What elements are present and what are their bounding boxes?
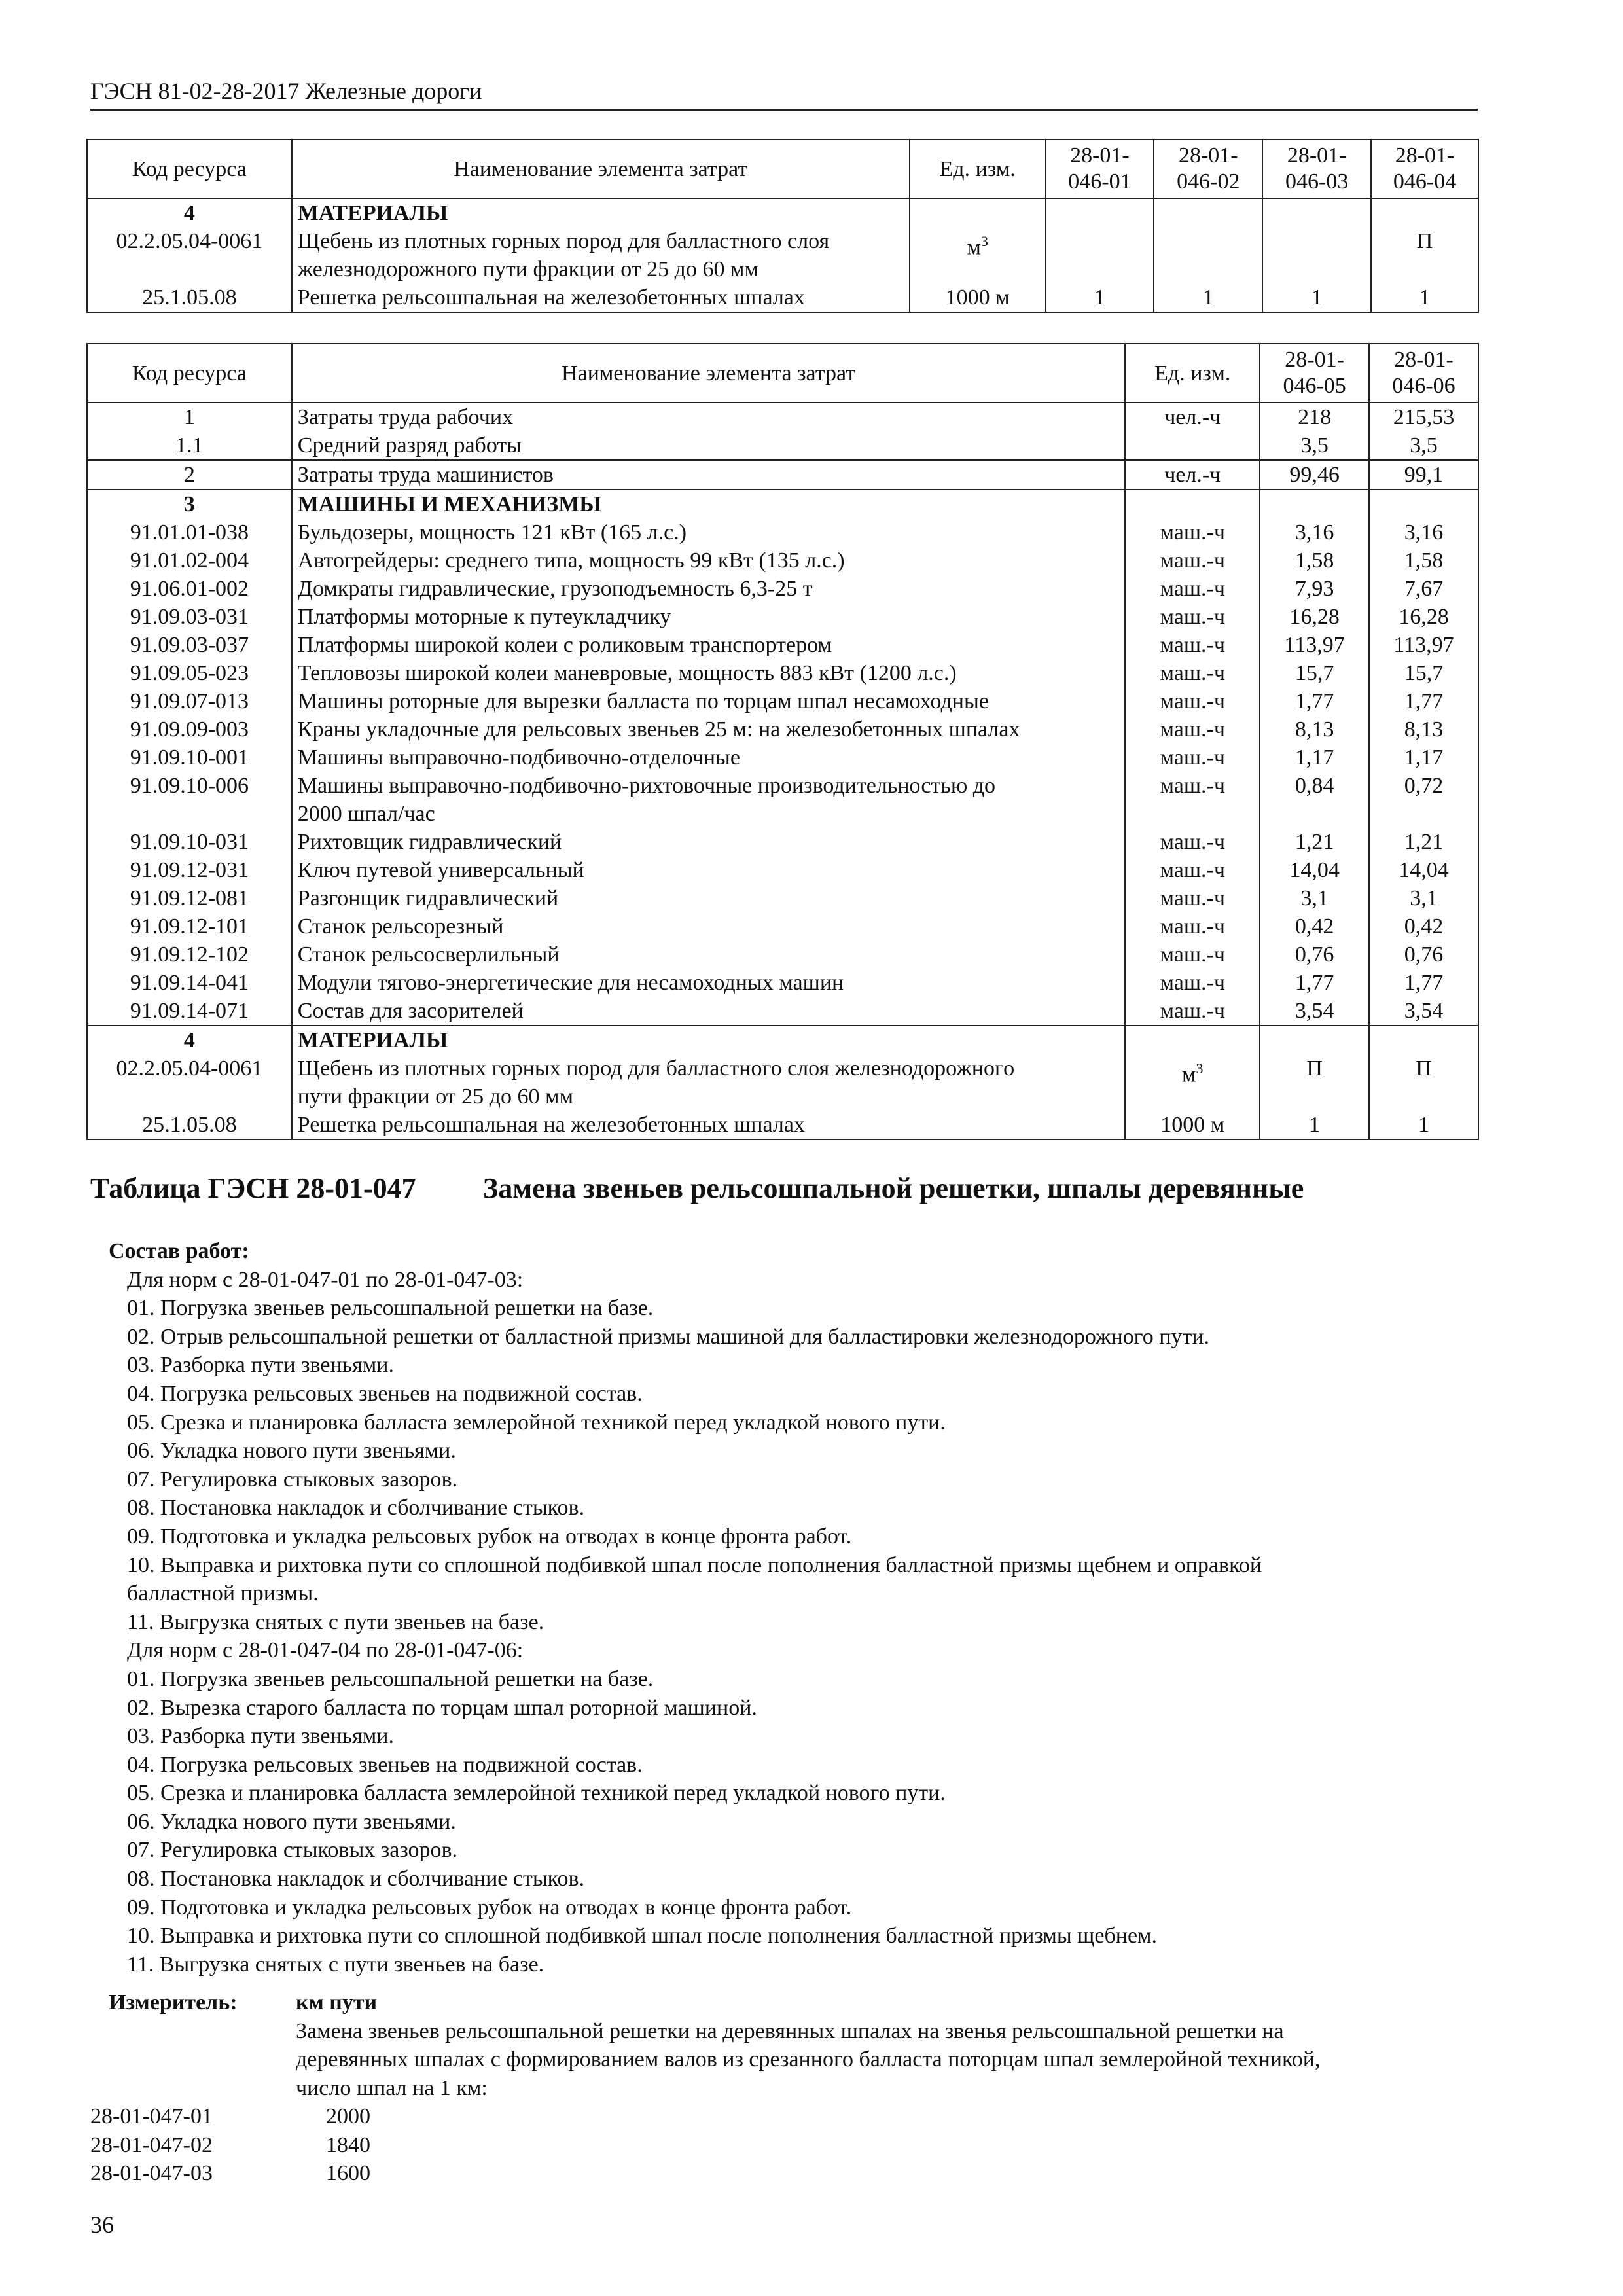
- work-group-1-title: Для норм с 28-01-047-01 по 28-01-047-03:: [127, 1267, 524, 1292]
- work-item: 09. Подготовка и укладка рельсовых рубок на отводах в конце фронта работ.: [127, 1895, 852, 1920]
- col-header-unit: Ед. изм.: [1125, 344, 1260, 403]
- value-046-05: 15,7: [1260, 659, 1369, 687]
- table-row: [87, 631, 1478, 659]
- resource-unit: маш.-ч: [1125, 828, 1260, 856]
- section-number: 3: [87, 490, 292, 518]
- value-046-05: 8,13: [1260, 715, 1369, 744]
- resource-unit: $м^3$: [1125, 1054, 1260, 1111]
- table-title-name: Замена звеньев рельсошпальной решетки, шпалы деревянные: [483, 1172, 1304, 1204]
- resource-code: 91.09.12-102: [87, 941, 292, 969]
- col-header-name: Наименование элемента затрат: [292, 139, 910, 198]
- table-row: [87, 744, 1478, 772]
- resource-code: 91.09.09-003: [87, 715, 292, 744]
- resource-code: 91.09.10-006: [87, 772, 292, 828]
- value-046-06: 215,53: [1369, 403, 1478, 431]
- empty-cell: [1369, 1026, 1478, 1054]
- table-row: [87, 969, 1478, 997]
- value-046-05: 113,97: [1260, 631, 1369, 659]
- work-group-2-title: Для норм с 28-01-047-04 по 28-01-047-06:: [127, 1638, 524, 1663]
- value-046-05: 0,84: [1260, 772, 1369, 828]
- rate-code: 28-01-047-01: [90, 2104, 213, 2128]
- resource-code: 91.09.03-037: [87, 631, 292, 659]
- value-046-05: 1,77: [1260, 969, 1369, 997]
- table-row: [87, 997, 1478, 1026]
- table-row: [87, 575, 1478, 603]
- work-item: 08. Постановка накладок и сболчивание стыков.: [127, 1496, 585, 1520]
- table-row: [87, 1054, 1478, 1111]
- value-046-05: 1,21: [1260, 828, 1369, 856]
- rate-value: 2000: [326, 2104, 370, 2128]
- value-046-06: 8,13: [1369, 715, 1478, 744]
- resource-code: 25.1.05.08: [87, 1111, 292, 1139]
- work-item: 06. Укладка нового пути звеньями.: [127, 1439, 456, 1463]
- value-046-06: 1,21: [1369, 828, 1478, 856]
- resource-name: Щебень из плотных горных пород для балластного слоя железнодорожного пути фракции от 25 до 60 мм: [292, 227, 910, 283]
- value-046-06: П: [1369, 1054, 1478, 1111]
- value-046-05: 3,5: [1260, 431, 1369, 460]
- col-header-046-06: 28-01- 046-06: [1369, 344, 1478, 403]
- running-header: ГЭСН 81-02-28-2017 Железные дороги: [90, 78, 482, 104]
- col-header-code: Код ресурса: [87, 344, 292, 403]
- value-046-05: 0,42: [1260, 912, 1369, 941]
- resource-code: 2: [87, 460, 292, 490]
- resource-unit: маш.-ч: [1125, 687, 1260, 715]
- value-046-05: 1,58: [1260, 547, 1369, 575]
- table-row: [87, 659, 1478, 687]
- value-046-05: 1,77: [1260, 687, 1369, 715]
- resource-code: 02.2.05.04-0061: [87, 227, 292, 283]
- work-composition: [109, 1237, 1262, 1979]
- value-046-06: 0,42: [1369, 912, 1478, 941]
- col-header-unit: Ед. изм.: [910, 139, 1046, 198]
- value-046-05: 3,1: [1260, 884, 1369, 912]
- resource-code: 91.09.12-081: [87, 884, 292, 912]
- resource-name: Средний разряд работы: [292, 431, 1126, 460]
- value-046-06: 1,58: [1369, 547, 1478, 575]
- value-046-06: 99,1: [1369, 460, 1478, 490]
- resource-unit: маш.-ч: [1125, 856, 1260, 884]
- col-header-name: Наименование элемента затрат: [292, 344, 1126, 403]
- table-row: [87, 941, 1478, 969]
- value-046-06: 3,16: [1369, 518, 1478, 547]
- resource-unit: маш.-ч: [1125, 772, 1260, 828]
- rate-value: 1600: [326, 2161, 370, 2186]
- resource-unit: маш.-ч: [1125, 518, 1260, 547]
- value-046-05: 3,16: [1260, 518, 1369, 547]
- empty-cell: [1125, 1026, 1260, 1054]
- work-item: 05. Срезка и планировка балласта землеройной техникой перед укладкой нового пути.: [127, 1410, 946, 1435]
- table-row: [87, 912, 1478, 941]
- value-046-05: 7,93: [1260, 575, 1369, 603]
- empty-cell: [1260, 1026, 1369, 1054]
- work-item: 07. Регулировка стыковых зазоров.: [127, 1838, 458, 1863]
- table-row: [87, 1111, 1478, 1139]
- resource-name: Домкраты гидравлические, грузоподъемность 6,3-25 т: [292, 575, 1126, 603]
- value-046-06: 0,76: [1369, 941, 1478, 969]
- resource-code: 91.09.14-071: [87, 997, 292, 1026]
- section-number: 4: [87, 1026, 292, 1054]
- value-046-06: 0,72: [1369, 772, 1478, 828]
- resource-code: 1.1: [87, 431, 292, 460]
- resource-code: 91.09.14-041: [87, 969, 292, 997]
- meter-body: [296, 1988, 1487, 2102]
- resource-name: Разгонщик гидравлический: [292, 884, 1126, 912]
- resource-name: Станок рельсосверлильный: [292, 941, 1126, 969]
- section-row: [87, 198, 1478, 227]
- table-row: [87, 283, 1478, 312]
- resource-name: Решетка рельсошпальная на железобетонных шпалах: [292, 1111, 1126, 1139]
- value-046-02: [1154, 227, 1262, 283]
- resource-name: Платформы моторные к путеукладчику: [292, 603, 1126, 631]
- section-number: 4: [87, 198, 292, 227]
- table-row: [87, 431, 1478, 460]
- table-row: [87, 403, 1478, 431]
- value-046-06: 1: [1369, 1111, 1478, 1139]
- resource-code: 1: [87, 403, 292, 431]
- value-046-01: 1: [1046, 283, 1154, 312]
- work-item: 08. Постановка накладок и сболчивание стыков.: [127, 1867, 585, 1892]
- resource-name: Платформы широкой колеи с роликовым транспортером: [292, 631, 1126, 659]
- resource-name: Щебень из плотных горных пород для балластного слоя железнодорожного пути фракции от 25 до 60 мм: [292, 1054, 1126, 1111]
- work-item: 10. Выправка и рихтовка пути со сплошной подбивкой шпал после пополнения балластной призмы щебнем и оправкой: [127, 1552, 1262, 1577]
- work-item: 11. Выгрузка снятых с пути звеньев на базе.: [127, 1952, 544, 1977]
- work-item: 01. Погрузка звеньев рельсошпальной решетки на базе.: [127, 1296, 654, 1321]
- work-item: балластной призмы.: [127, 1581, 319, 1606]
- resource-name: Машины выправочно-подбивочно-рихтовочные производительностью до 2000 шпал/час: [292, 772, 1126, 828]
- work-item: 10. Выправка и рихтовка пути со сплошной подбивкой шпал после пополнения балластной призмы щебнем.: [127, 1924, 1158, 1948]
- resource-code: 91.09.07-013: [87, 687, 292, 715]
- value-046-06: 16,28: [1369, 603, 1478, 631]
- resource-unit: маш.-ч: [1125, 575, 1260, 603]
- table-row: [87, 687, 1478, 715]
- value-046-05: 14,04: [1260, 856, 1369, 884]
- resource-name: Автогрейдеры: среднего типа, мощность 99 кВт (135 л.с.): [292, 547, 1126, 575]
- value-046-06: 113,97: [1369, 631, 1478, 659]
- resource-name: Рихтовщик гидравлический: [292, 828, 1126, 856]
- resource-table-046-01-04: [86, 139, 1479, 313]
- resource-code: 91.09.12-101: [87, 912, 292, 941]
- empty-cell: [1260, 490, 1369, 518]
- resource-unit: $м^3$: [910, 227, 1046, 283]
- value-046-05: 218: [1260, 403, 1369, 431]
- table-row: [87, 518, 1478, 547]
- page-number: 36: [90, 2212, 114, 2238]
- resource-code: 02.2.05.04-0061: [87, 1054, 292, 1111]
- resource-unit: маш.-ч: [1125, 659, 1260, 687]
- value-046-06: 3,54: [1369, 997, 1478, 1026]
- value-046-06: 7,67: [1369, 575, 1478, 603]
- value-046-05: 1,17: [1260, 744, 1369, 772]
- col-header-code: Код ресурса: [87, 139, 292, 198]
- work-item: 02. Вырезка старого балласта по торцам шпал роторной машиной.: [127, 1695, 757, 1720]
- resource-unit: маш.-ч: [1125, 744, 1260, 772]
- work-item: 07. Регулировка стыковых зазоров.: [127, 1467, 458, 1492]
- resource-name: Состав для засорителей: [292, 997, 1126, 1026]
- table-row: [87, 772, 1478, 828]
- value-046-06: 1,77: [1369, 687, 1478, 715]
- resource-unit: маш.-ч: [1125, 631, 1260, 659]
- meter-unit: км пути: [296, 1990, 378, 2015]
- resource-unit: чел.-ч: [1125, 460, 1260, 490]
- col-header-046-04: 28-01- 046-04: [1371, 139, 1478, 198]
- resource-name: Затраты труда машинистов: [292, 460, 1126, 490]
- table-title-code: Таблица ГЭСН 28-01-047: [90, 1172, 416, 1204]
- rate-code: 28-01-047-03: [90, 2161, 213, 2186]
- value-046-05: П: [1260, 1054, 1369, 1111]
- resource-unit: 1000 м: [1125, 1111, 1260, 1139]
- value-046-01: [1046, 227, 1154, 283]
- resource-unit: маш.-ч: [1125, 969, 1260, 997]
- work-heading: Состав работ:: [109, 1239, 249, 1263]
- work-item: 05. Срезка и планировка балласта землеройной техникой перед укладкой нового пути.: [127, 1781, 946, 1806]
- table-row: [87, 603, 1478, 631]
- work-item: 04. Погрузка рельсовых звеньев на подвижной состав.: [127, 1381, 643, 1406]
- work-item: 06. Укладка нового пути звеньями.: [127, 1809, 456, 1834]
- empty-cell: [1369, 490, 1478, 518]
- value-046-05: 3,54: [1260, 997, 1369, 1026]
- resource-code: 91.06.01-002: [87, 575, 292, 603]
- resource-code: 91.09.12-031: [87, 856, 292, 884]
- work-item: 03. Разборка пути звеньями.: [127, 1353, 394, 1378]
- table-row: [87, 715, 1478, 744]
- table-row: [87, 227, 1478, 283]
- meter-desc-line: Замена звеньев рельсошпальной решетки на деревянных шпалах на звенья рельсошпальной решетки на: [296, 2018, 1284, 2043]
- value-046-06: 1,17: [1369, 744, 1478, 772]
- value-046-05: 16,28: [1260, 603, 1369, 631]
- rate-row: [90, 2131, 370, 2160]
- resource-name: Тепловозы широкой колеи маневровые, мощность 883 кВт (1200 л.с.): [292, 659, 1126, 687]
- value-046-04: 1: [1371, 283, 1478, 312]
- table-row: [87, 460, 1478, 490]
- resource-code: 91.09.05-023: [87, 659, 292, 687]
- meter-label: Измеритель:: [109, 1990, 238, 2015]
- work-item: 09. Подготовка и укладка рельсовых рубок на отводах в конце фронта работ.: [127, 1524, 852, 1549]
- work-item: 03. Разборка пути звеньями.: [127, 1724, 394, 1749]
- work-item: 02. Отрыв рельсошпальной решетки от балластной призмы машиной для балластировки железнодорожного пути.: [127, 1324, 1210, 1349]
- section-row: [87, 490, 1478, 518]
- section-row: [87, 1026, 1478, 1054]
- resource-name: Машины выправочно-подбивочно-отделочные: [292, 744, 1126, 772]
- resource-code: 91.01.02-004: [87, 547, 292, 575]
- value-046-06: 3,5: [1369, 431, 1478, 460]
- resource-unit: маш.-ч: [1125, 715, 1260, 744]
- value-046-05: 1: [1260, 1111, 1369, 1139]
- value-046-05: 0,76: [1260, 941, 1369, 969]
- table-row: [87, 856, 1478, 884]
- resource-code: 91.09.10-001: [87, 744, 292, 772]
- value-046-06: 3,1: [1369, 884, 1478, 912]
- resource-name: Затраты труда рабочих: [292, 403, 1126, 431]
- empty-cell: [1125, 490, 1260, 518]
- resource-name: Станок рельсорезный: [292, 912, 1126, 941]
- col-header-046-03: 28-01- 046-03: [1262, 139, 1371, 198]
- value-046-06: 14,04: [1369, 856, 1478, 884]
- resource-unit: маш.-ч: [1125, 547, 1260, 575]
- resource-unit: маш.-ч: [1125, 997, 1260, 1026]
- value-046-06: 15,7: [1369, 659, 1478, 687]
- rate-row: [90, 2102, 370, 2131]
- resource-unit: маш.-ч: [1125, 912, 1260, 941]
- value-046-05: 99,46: [1260, 460, 1369, 490]
- meter-desc-line: число шпал на 1 км:: [296, 2075, 488, 2100]
- rates-list: [90, 2102, 370, 2188]
- resource-code: 91.09.10-031: [87, 828, 292, 856]
- col-header-046-02: 28-01- 046-02: [1154, 139, 1262, 198]
- value-046-04: П: [1371, 227, 1478, 283]
- value-046-02: 1: [1154, 283, 1262, 312]
- resource-name: Краны укладочные для рельсовых звеньев 25 м: на железобетонных шпалах: [292, 715, 1126, 744]
- section-title: МАТЕРИАЛЫ: [292, 1026, 1126, 1054]
- table-row: [87, 884, 1478, 912]
- table-row: [87, 828, 1478, 856]
- resource-code: 25.1.05.08: [87, 283, 292, 312]
- resource-unit: 1000 м: [910, 283, 1046, 312]
- resource-unit: маш.-ч: [1125, 941, 1260, 969]
- section-title: МАШИНЫ И МЕХАНИЗМЫ: [292, 490, 1126, 518]
- section-title: МАТЕРИАЛЫ: [292, 198, 910, 227]
- value-046-03: 1: [1262, 283, 1371, 312]
- resource-code: 91.09.03-031: [87, 603, 292, 631]
- work-item: 01. Погрузка звеньев рельсошпальной решетки на базе.: [127, 1666, 654, 1691]
- resource-table-046-05-06: [86, 343, 1479, 1140]
- resource-name: Бульдозеры, мощность 121 кВт (165 л.с.): [292, 518, 1126, 547]
- value-046-03: [1262, 227, 1371, 283]
- table-row: [87, 547, 1478, 575]
- resource-name: Ключ путевой универсальный: [292, 856, 1126, 884]
- work-item: 04. Погрузка рельсовых звеньев на подвижной состав.: [127, 1752, 643, 1777]
- meter-desc-line: деревянных шпалах с формированием валов из срезанного балласта поторцам шпал землеройной техникой,: [296, 2047, 1321, 2072]
- resource-name: Модули тягово-энергетические для несамоходных машин: [292, 969, 1126, 997]
- work-item: 11. Выгрузка снятых с пути звеньев на базе.: [127, 1609, 544, 1634]
- table-title: [90, 1172, 1304, 1205]
- col-header-046-01: 28-01- 046-01: [1046, 139, 1154, 198]
- resource-unit: чел.-ч: [1125, 403, 1260, 431]
- col-header-046-05: 28-01- 046-05: [1260, 344, 1369, 403]
- resource-unit: маш.-ч: [1125, 603, 1260, 631]
- rate-code: 28-01-047-02: [90, 2132, 213, 2157]
- resource-code: 91.01.01-038: [87, 518, 292, 547]
- header-rule: [90, 109, 1478, 111]
- resource-unit: [1125, 431, 1260, 460]
- rate-row: [90, 2159, 370, 2188]
- resource-name: Решетка рельсошпальная на железобетонных шпалах: [292, 283, 910, 312]
- value-046-06: 1,77: [1369, 969, 1478, 997]
- resource-name: Машины роторные для вырезки балласта по торцам шпал несамоходные: [292, 687, 1126, 715]
- resource-unit: маш.-ч: [1125, 884, 1260, 912]
- rate-value: 1840: [326, 2132, 370, 2157]
